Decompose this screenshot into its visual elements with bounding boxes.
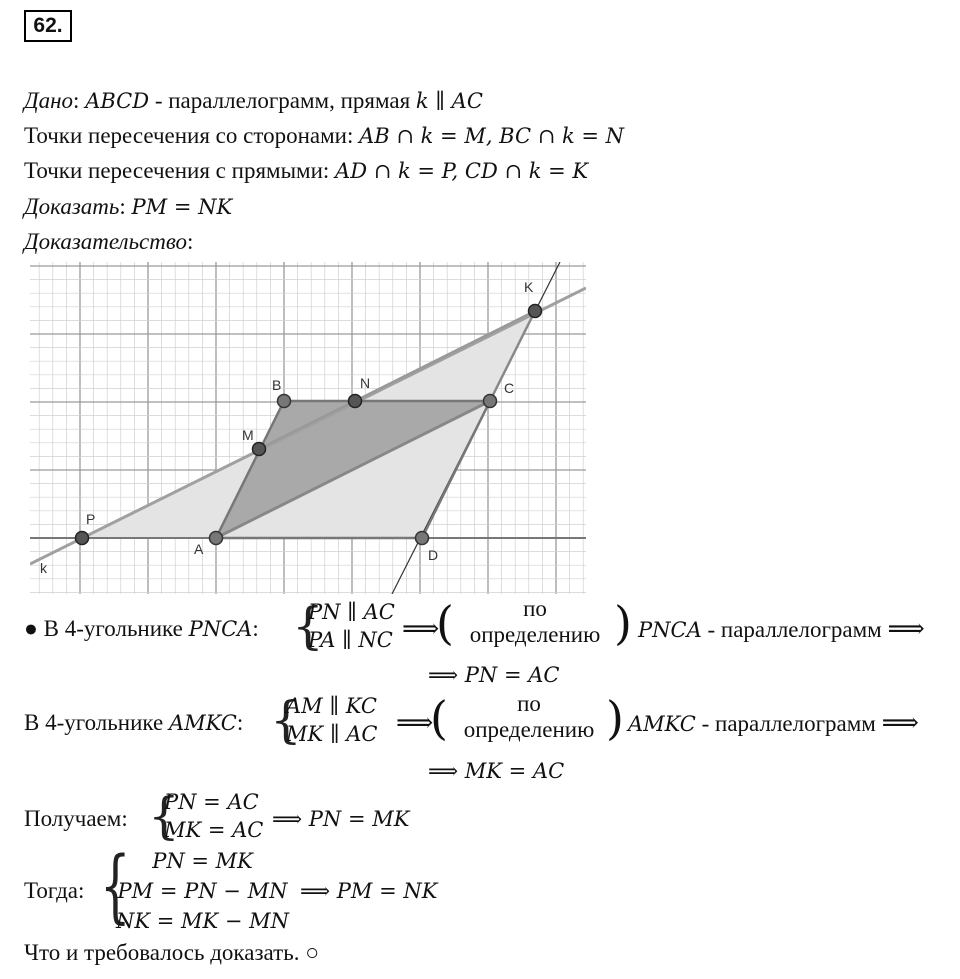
- geometry-figure: [30, 262, 586, 594]
- step2-brace: {: [270, 691, 302, 749]
- intersections-lines-line: Точки пересечения с прямыми: AD ∩ k = P, CD ∩ k = K: [24, 158, 589, 183]
- step1-conclusion: ⟹ PN = AC: [428, 663, 560, 687]
- point-n: [349, 395, 362, 408]
- point-k: [529, 305, 542, 318]
- step1-implies: ⟹: [402, 614, 440, 643]
- label-d: D: [428, 547, 439, 563]
- given-label: Дано: [24, 88, 74, 113]
- point-c: [484, 395, 497, 408]
- point-m: [253, 443, 266, 456]
- label-k: K: [524, 279, 534, 295]
- step1-result: PNCA - параллелограмм ⟹: [638, 614, 925, 643]
- label-m: M: [242, 427, 254, 443]
- step2-prefix: В 4-угольнике AMKC:: [24, 710, 244, 735]
- qed-symbol: ○: [305, 940, 320, 965]
- point-p: [76, 532, 89, 545]
- step4-prefix: Тогда:: [24, 878, 85, 903]
- step4-system: PN = MK PM = PN − MN NK = MK − MN: [116, 849, 290, 933]
- step1-by-definition: по определению: [469, 596, 601, 647]
- step2-by-definition: по определению: [463, 691, 595, 742]
- prove-label: Доказать: [24, 194, 120, 219]
- point-a: [210, 532, 223, 545]
- step1-system: PN ∥ AC PA ∥ NC: [308, 600, 395, 652]
- step3-brace: {: [148, 787, 180, 845]
- label-b: B: [272, 377, 282, 393]
- label-n: N: [360, 375, 371, 391]
- step2-system: AM ∥ KC MK ∥ AC: [286, 694, 378, 746]
- step1-brace: {: [292, 597, 324, 655]
- qed-line: Что и требовалось доказать. ○: [24, 940, 320, 965]
- label-a: A: [194, 541, 204, 557]
- proof-heading: Доказательство:: [24, 229, 194, 254]
- point-d: [416, 532, 429, 545]
- step4-result: ⟹ PM = NK: [300, 879, 438, 903]
- intersections-sides-line: Точки пересечения со сторонами: AB ∩ k = M, BC ∩ k = N: [24, 123, 625, 148]
- label-p: P: [86, 511, 96, 527]
- step2-conclusion: ⟹ MK = AC: [428, 759, 565, 783]
- point-b: [278, 395, 291, 408]
- prove-line: Доказать: PM = NK: [24, 194, 233, 219]
- step3-result: ⟹ PN = MK: [272, 807, 410, 831]
- given-figure: ABCD: [85, 89, 150, 113]
- label-c: C: [504, 380, 515, 396]
- step3-system: PN = AC MK = AC: [164, 790, 264, 842]
- label-line-k: k: [40, 560, 47, 576]
- step4-brace: {: [100, 839, 131, 932]
- given-parallel: k ∥ AC: [415, 89, 483, 113]
- given-line: Дано: ABCD - параллелограмм, прямая k ∥ AC: [24, 88, 483, 113]
- step2-implies: ⟹: [396, 708, 434, 737]
- problem-number: 62.: [24, 10, 72, 42]
- step3-prefix: Получаем:: [24, 806, 128, 831]
- step2-result: AMKC - параллелограмм ⟹: [628, 708, 919, 737]
- step1-prefix: ● В 4-угольнике PNCA:: [24, 616, 259, 641]
